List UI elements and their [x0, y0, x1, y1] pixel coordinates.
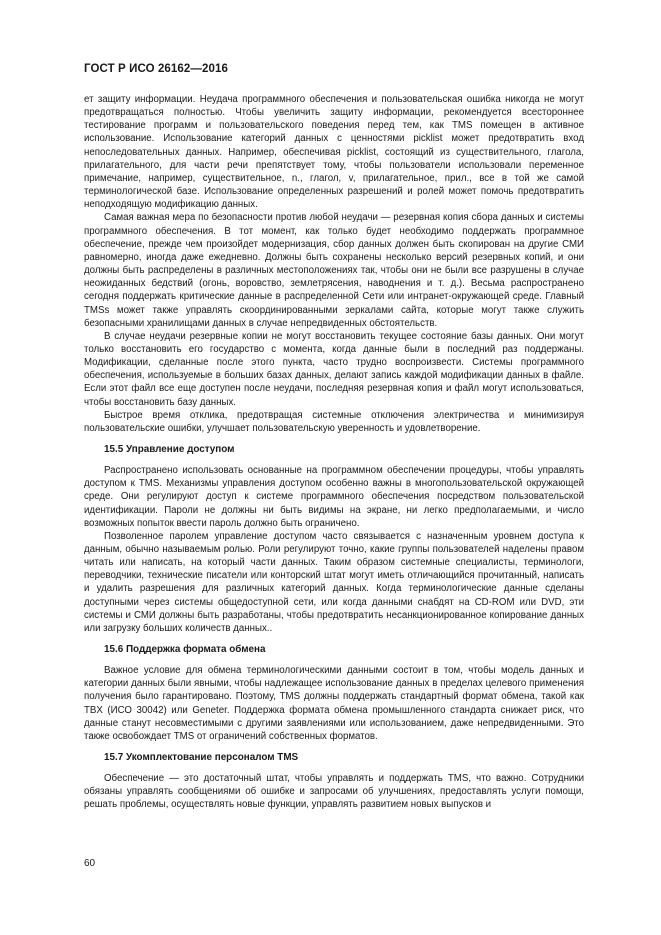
- document-body: [84, 93, 584, 812]
- page-number: 60: [84, 858, 96, 869]
- paragraph-access-roles: Позволенное паролем управление доступом часто связывается с назначенным уровнем доступа к данным, обычно называемым ролью. Роли регулируют точно, какие группы пользователей наделены правом читать или написать, на который части данных. Таким образом системные специалисты, терминологи, переводчики, технические писатели или конторский штат могут иметь отличающийся прочитанный, написать и удалить разрешения для различных категорий данных. Когда терминологические данные сделаны доступными через системы общедоступной сети, или когда данными снабдят на CD-ROM или DVD, эти системы и СМИ должны быть разработаны, чтобы предотвратить несанкционированное копирование данных или загрузку больших количеств данных..: [84, 530, 584, 634]
- paragraph-access-mechanisms: Распространено использовать основанные на программном обеспечении процедуры, чтобы управлять доступом к TMS. Механизмы управления доступом особенно важны в многопользовательской окружающей среде. Они регулируют доступ к системе программного обеспечения посредством пользовательской идентификации. Пароли не должны ни быть видимы на экране, ни легко предполагаемыми, и число возможных попыток ввести пароль должно быть ограничено.: [84, 465, 584, 529]
- section-heading-exchange-format: 15.6 Поддержка формата обмена: [104, 644, 266, 656]
- section-heading-access-control: 15.5 Управление доступом: [104, 444, 235, 456]
- paragraph-continuation: ет защиту информации. Неудача программного обеспечения и пользовательская ошибка никогда не могут предотвращаться полностью. Чтобы увеличить защиту информации, рекомендуется всестороннее тестирование программ и пользовательского поведения перед тем, как TMS помещен в активное использование. Использование категорий данных с ценностями picklist может предотвратить вход непоследовательных данных. Например, обеспечивая picklist, состоящий из существительного, глагола, прилагательного, для части речи препятствует тому, чтобы пользователи использовали переменное примечание, например, существительное, n., глагол, v, прилагательное, прил., все в той же самой терминологической базе. Использование определенных разрешений и ролей может помочь предотвратить неподходящую модификацию данных.: [84, 94, 584, 211]
- paragraph-response-time: Быстрое время отклика, предотвращая системные отключения электричества и минимизируя пользовательские ошибки, улучшает пользовательскую уверенность и удовлетворение.: [84, 409, 584, 434]
- paragraph-staffing: Обеспечение — это достаточный штат, чтобы управлять и поддержать TMS, что важно. Сотрудники обязаны управлять сообщениями об ошибке и запросами об улучшениях, предоставлять услуги помощи, решать проблемы, осуществлять новые функции, управлять развитием новых выпусков и: [84, 773, 584, 811]
- section-heading-staffing: 15.7 Укомплектование персоналом TMS: [104, 752, 299, 764]
- paragraph-recovery: В случае неудачи резервные копии не могут восстановить текущее состояние базы данных. Они могут только восстановить его государство с момента, когда данные были в последний раз поддержаны. Модификации, сделанные после этого пункта, часто трудно воспроизвести. Системы программного обеспечения, используемые в больших базах данных, делают запись каждой модификации данных в файле. Если этот файл все еще доступен после неудачи, последняя резервная копия и файл могут использоваться, чтобы восстановить базу данных.: [84, 330, 584, 408]
- paragraph-exchange-format: Важное условие для обмена терминологическими данными состоит в том, чтобы модель данных и категории данных были явными, чтобы надлежащее использование данных в пределах целевого применения получения было гарантировано. Поэтому, TMS должны поддержать стандартный формат обмена, такой как TBX (ИСО 30042) или Geneter. Поддержка формата обмена промышленного стандарта снижает риск, что данные станут несовместимыми с другими заявлениями или использованием, даже непредвиденными. Это также освобождает TMS от ограничений собственных форматов.: [84, 665, 584, 742]
- paragraph-backup: Самая важная мера по безопасности против любой неудачи — резервная копия сбора данных и системы программного обеспечения. В тот момент, как только будет необходимо поддержать программное обеспечение, прежде чем произойдет модернизация, сбор данных должен быть скопирован на другие СМИ равномерно, иногда даже ежедневно. Должны быть сохранены несколько версий резервных копий, и они должны быть распределены в различных местоположениях так, чтобы они не были все разрушены в случае неожиданных бедствий (огонь, воровство, землетрясения, наводнения и т. д.). Весьма распространено сегодня поддержать критические данные в распределенной Сети или интранет-окружающей среде. Главный TMSs может также управлять скоординированными зеркалами сайта, которые могут также служить безопасными хранилищами данных в случае непредвиденных обстоятельств.: [84, 212, 584, 329]
- document-header: ГОСТ Р ИСО 26162—2016: [84, 63, 229, 75]
